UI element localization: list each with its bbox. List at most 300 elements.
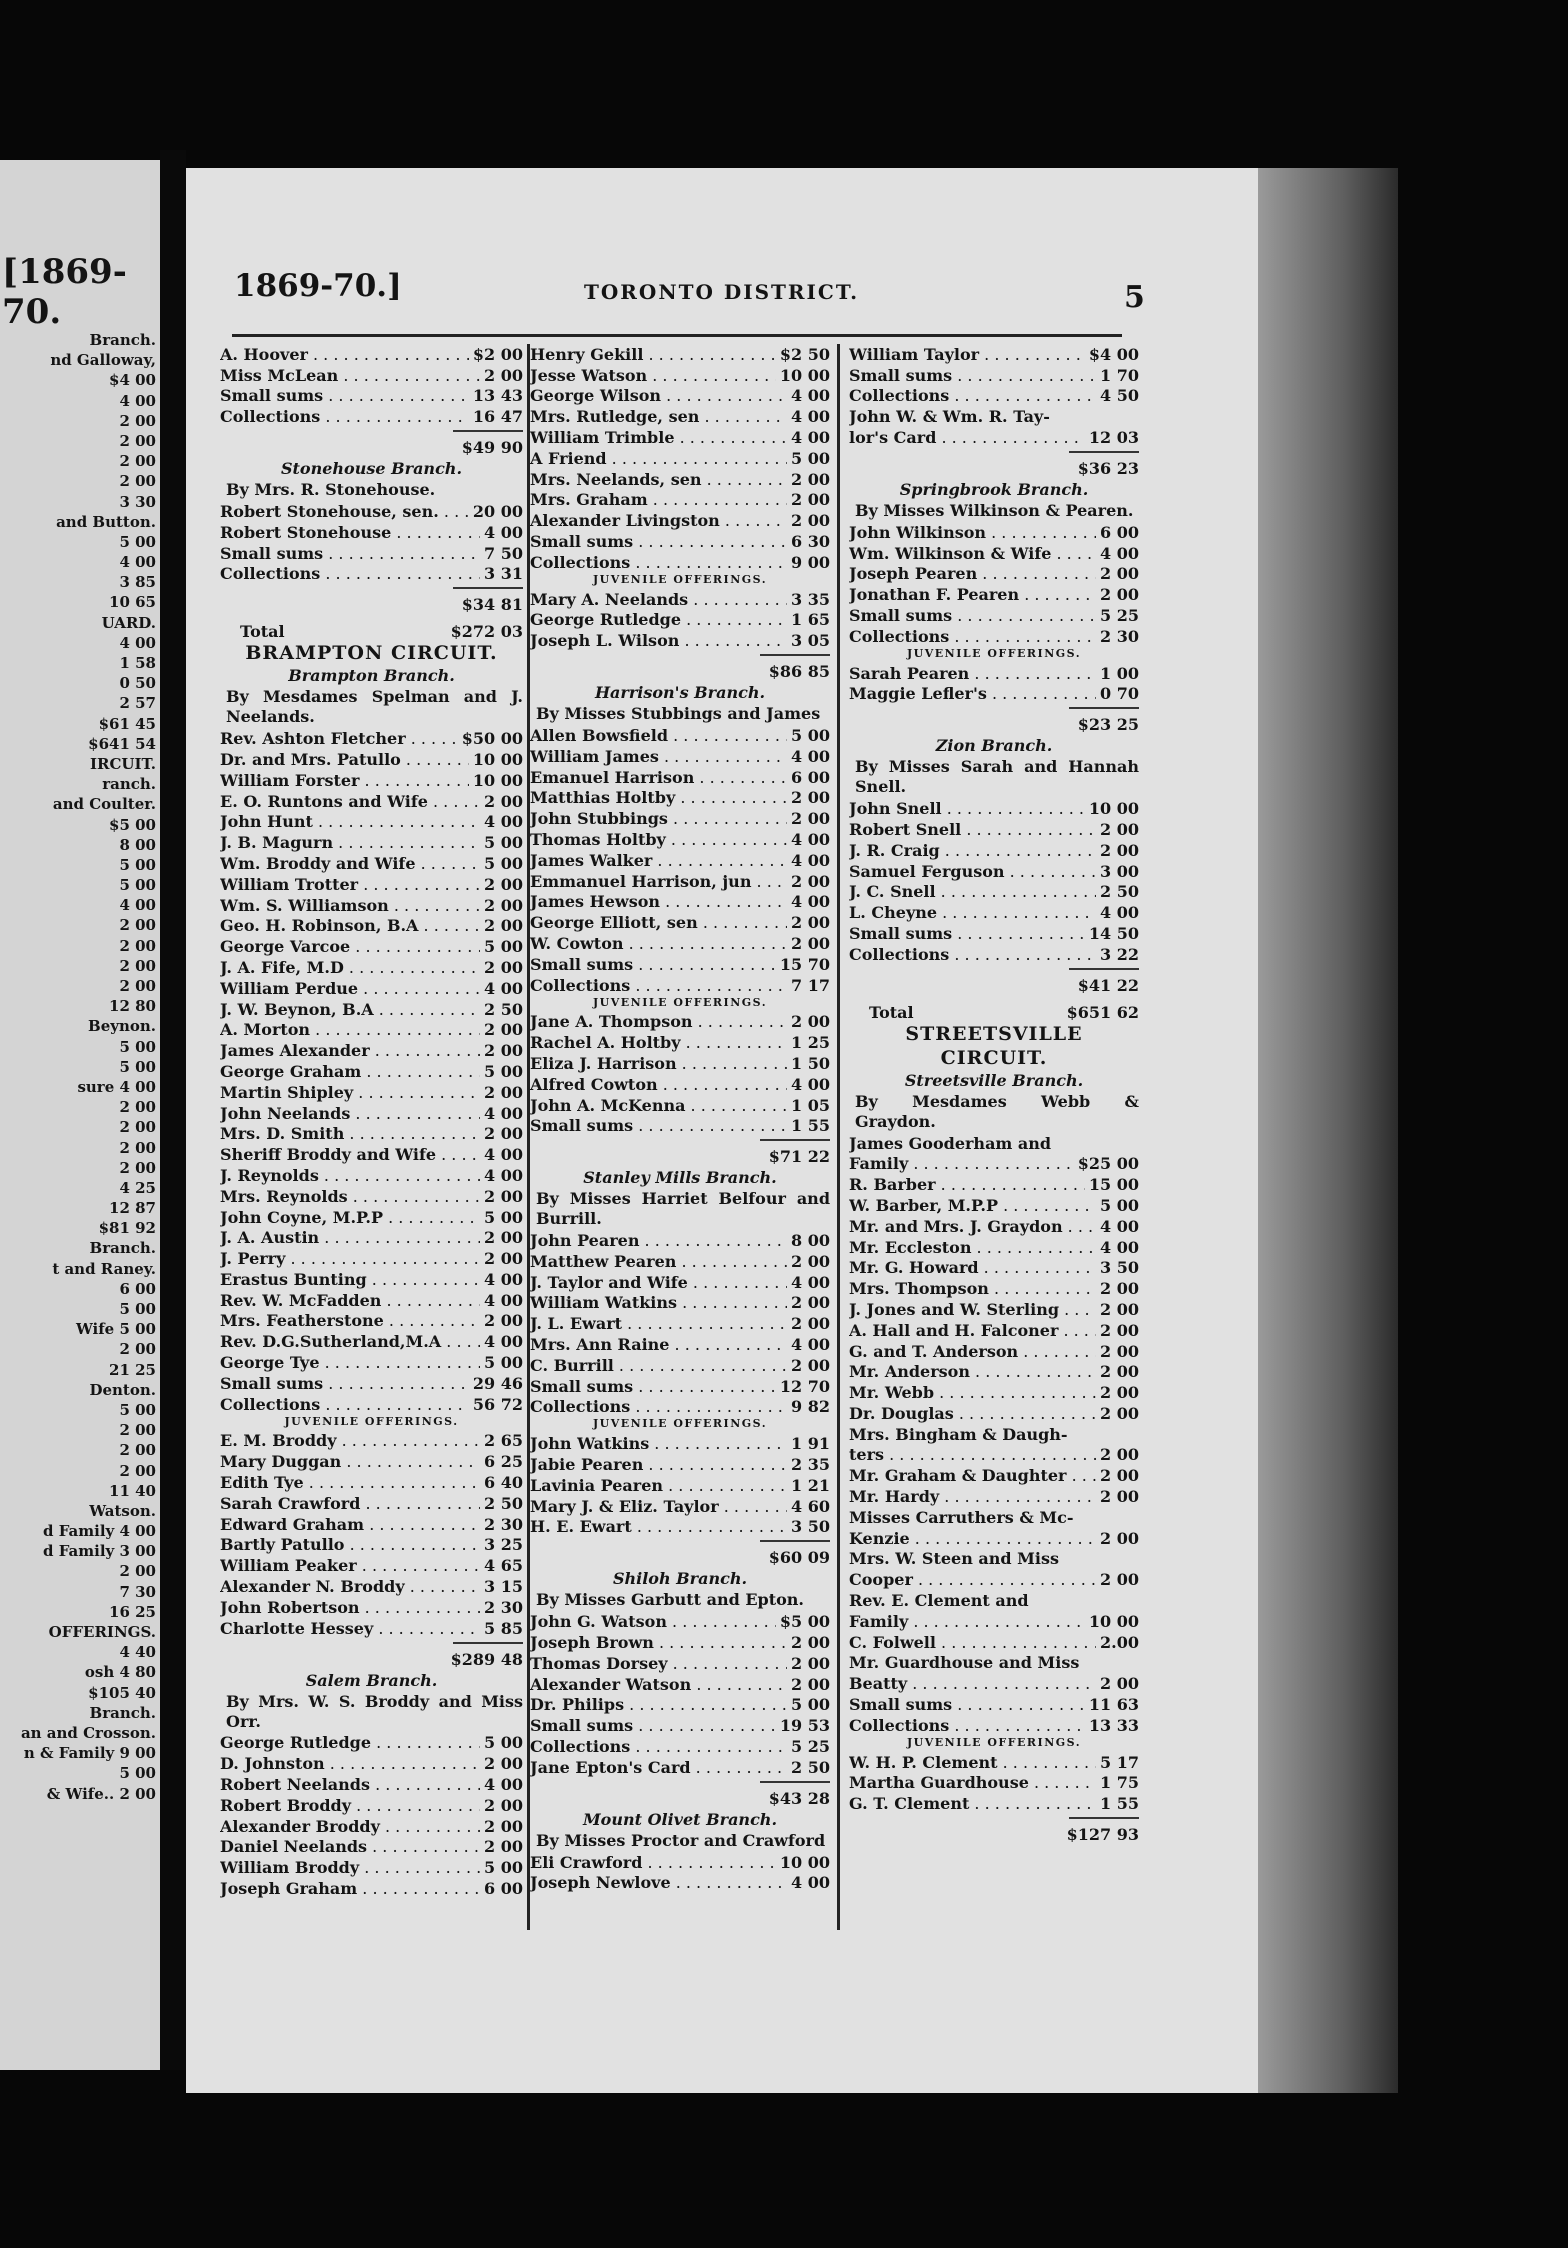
amount: 5 00 <box>791 1695 830 1715</box>
left-page-fragment-line: 5 00 <box>119 1300 156 1318</box>
amount: 4 00 <box>1100 1216 1139 1236</box>
donor-name: J. L. Ewart . . . <box>530 1314 787 1333</box>
amount: 15 70 <box>779 954 830 974</box>
amount: 56 72 <box>472 1394 523 1414</box>
donor-name: Small sums . . . <box>849 924 1085 943</box>
donor-name: Matthias Holtby . . . <box>530 788 787 807</box>
subtotal-rule <box>849 964 1139 972</box>
donor-name: Mrs. Featherstone . . . <box>220 1311 480 1330</box>
donor-name: Sarah Pearen . . . <box>849 664 1096 683</box>
entry-row <box>530 1673 830 1694</box>
amount: 7 50 <box>484 543 523 563</box>
subtotal-rule <box>530 650 830 658</box>
branch-title: Springbrook Branch. <box>899 479 1089 499</box>
amount: 9 00 <box>791 552 830 572</box>
donor-name: John Neelands . . . <box>220 1104 480 1123</box>
amount: 3 31 <box>484 564 523 584</box>
amount: 10 00 <box>472 749 523 769</box>
amount: 2 00 <box>1100 1466 1139 1486</box>
left-page-fragment-line: OFFERINGS. <box>48 1623 156 1641</box>
donor-name: William Trotter . . . <box>220 875 480 894</box>
juvenile-offerings-label: JUVENILE OFFERINGS. <box>592 572 768 586</box>
entry-row <box>220 1372 523 1393</box>
donor-name: Beatty . . . <box>849 1674 1096 1693</box>
donor-name: D. Johnston . . . <box>220 1754 480 1773</box>
entry-row <box>530 1694 830 1715</box>
donor-name: Dr. Philips . . . <box>530 1695 787 1714</box>
donor-name: Martin Shipley . . . <box>220 1083 480 1102</box>
amount: $50 00 <box>461 729 523 749</box>
entry-row <box>220 1471 523 1492</box>
amount: 4 00 <box>1100 1237 1139 1257</box>
entry-row <box>220 364 523 385</box>
branch-title: Harrison's Branch. <box>594 683 766 703</box>
amount: 2 00 <box>791 809 830 829</box>
donor-name: Mrs. Neelands, sen . . . <box>530 470 787 489</box>
donor-name: J. C. Snell . . . <box>849 882 1096 901</box>
donor-name: Mr. Anderson . . . <box>849 1362 1096 1381</box>
donor-name: Rev. W. McFadden . . . <box>220 1291 480 1310</box>
left-page-fragment-line: $61 45 <box>98 714 156 733</box>
donor-name: Geo. H. Robinson, B.A . . . <box>220 916 480 935</box>
entry-row <box>849 364 1139 385</box>
entry-row <box>220 977 523 998</box>
branch-title: Salem Branch. <box>305 1670 438 1690</box>
amount: 4 00 <box>791 892 830 912</box>
branch-title: Streetsville Branch. <box>904 1070 1084 1090</box>
entry-row <box>849 1610 1139 1631</box>
entry-row <box>530 724 830 745</box>
left-page-fragment-line: 12 87 <box>109 1199 156 1218</box>
left-page-fragment-line: 2 00 <box>119 1421 156 1440</box>
donor-name: Small sums . . . <box>220 386 469 405</box>
subtotal-rule <box>530 1135 830 1143</box>
juvenile-offerings-label: JUVENILE OFFERINGS. <box>592 995 768 1009</box>
entry-row <box>849 1672 1139 1693</box>
entry-row <box>220 1185 523 1206</box>
branch-title: Mount Olivet Branch. <box>582 1809 778 1829</box>
branch-title: Brampton Branch. <box>288 666 455 686</box>
donor-name: J. B. Magurn . . . <box>220 833 480 852</box>
amount: 5 00 <box>1100 1195 1139 1215</box>
amount: 10 00 <box>779 365 830 385</box>
donor-name: Alexander N. Broddy . . . <box>220 1577 480 1596</box>
left-page-fragment-line: 5 00 <box>119 876 156 895</box>
entry-row <box>530 1610 830 1631</box>
subtotal-row <box>220 591 523 615</box>
entry-row <box>530 1011 830 1032</box>
entry-row <box>530 787 830 808</box>
left-page-fragment-line: 4 40 <box>119 1643 156 1662</box>
entry-row <box>530 1229 830 1250</box>
entry-row <box>530 828 830 849</box>
entry-row <box>220 1247 523 1268</box>
total-label: Total <box>869 1002 914 1022</box>
donor-name: Kenzie . . . <box>849 1529 1096 1548</box>
entry-row <box>530 609 830 630</box>
amount: 4 00 <box>791 850 830 870</box>
book-gutter <box>160 150 186 2070</box>
total-row <box>220 615 523 641</box>
branch-collectors: By Misses Sarah and Hannah Snell. <box>855 757 1139 797</box>
left-page-fragment-line: 5 00 <box>119 855 156 874</box>
entry-row <box>220 1430 523 1451</box>
entry-row <box>220 1164 523 1185</box>
entry-row <box>530 911 830 932</box>
donor-name: William Perdue . . . <box>220 979 480 998</box>
donor-name: Sheriff Broddy and Wife . . . <box>220 1145 480 1164</box>
donor-name: Jane Epton's Card . . . <box>530 1758 787 1777</box>
amount: 4 65 <box>484 1556 523 1576</box>
amount: 6 00 <box>484 1879 523 1899</box>
donor-name: Mr. G. Howard . . . <box>849 1258 1096 1277</box>
donor-name: Jesse Watson . . . <box>530 366 776 385</box>
branch-collectors: By Misses Stubbings and James <box>536 704 821 724</box>
donor-name: E. O. Runtons and Wife . . . <box>220 792 480 811</box>
amount: 5 00 <box>484 1061 523 1081</box>
amount: 1 21 <box>791 1475 830 1495</box>
donor-name: John Stubbings . . . <box>530 809 787 828</box>
donor-name: Mr. Graham & Daughter . . . <box>849 1466 1096 1485</box>
entry-row <box>849 1236 1139 1257</box>
donor-name: Collections . . . <box>220 564 480 583</box>
circuit-heading: CIRCUIT. <box>940 1046 1048 1069</box>
donor-name: Robert Stonehouse . . . <box>220 523 480 542</box>
amount: 2 00 <box>484 1249 523 1269</box>
donor-name: Lavinia Pearen . . . <box>530 1476 787 1495</box>
donor-name: Rev. E. Clement and <box>849 1591 1029 1611</box>
donor-name: Samuel Ferguson . . . <box>849 862 1096 881</box>
amount: $2 50 <box>779 344 830 364</box>
entry-row <box>220 1268 523 1289</box>
amount: 5 25 <box>791 1737 830 1757</box>
entry-row <box>849 797 1139 818</box>
entry-row <box>220 769 523 790</box>
entry-row <box>220 1752 523 1773</box>
donor-name: Small sums . . . <box>530 1377 776 1396</box>
donor-name: Rev. Ashton Fletcher . . . <box>220 729 458 748</box>
left-page-fragment-line: 7 30 <box>119 1582 156 1601</box>
entry-row <box>530 1354 830 1375</box>
amount: 2 00 <box>484 791 523 811</box>
donor-name: Robert Stonehouse, sen. . . . <box>220 502 469 521</box>
amount: 20 00 <box>472 501 523 521</box>
amount: $2 00 <box>472 344 523 364</box>
donor-name: Jonathan F. Pearen . . . <box>849 585 1096 604</box>
donor-name: Small sums . . . <box>530 532 787 551</box>
column-divider <box>837 344 840 1930</box>
left-page-fragment-line: nd Galloway, <box>50 351 156 370</box>
donor-name: George Graham . . . <box>220 1062 480 1081</box>
entry-row <box>220 894 523 915</box>
amount: 4 00 <box>484 1145 523 1165</box>
entry-row <box>849 1194 1139 1215</box>
entry-row <box>530 1271 830 1292</box>
amount: 14 50 <box>1088 923 1139 943</box>
entry-row <box>530 1115 830 1136</box>
amount: 2 00 <box>484 874 523 894</box>
amount: 2 00 <box>484 916 523 936</box>
left-page-fragment-line: $5 00 <box>109 815 156 834</box>
entry-row <box>220 563 523 584</box>
left-page-fragment-line: 4 00 <box>119 896 156 915</box>
left-page-fragment-line: and Coulter. <box>52 795 156 814</box>
subtotal-row <box>530 658 830 682</box>
entry-row <box>530 447 830 468</box>
page-edge <box>1258 168 1398 2093</box>
donor-name: James Alexander . . . <box>220 1041 480 1060</box>
left-page-fragment-line: 2 00 <box>119 1562 156 1581</box>
amount: 5 00 <box>484 1858 523 1878</box>
donor-name: G. T. Clement . . . <box>849 1794 1096 1813</box>
amount: 2 00 <box>791 511 830 531</box>
entry-row <box>220 1513 523 1534</box>
entry-row <box>849 343 1139 364</box>
donor-name: Family . . . <box>849 1612 1085 1631</box>
entry-row <box>849 1277 1139 1298</box>
amount: 5 85 <box>484 1618 523 1638</box>
entry-row <box>530 530 830 551</box>
donor-name: A Friend . . . <box>530 449 787 468</box>
left-page-fragment-line: 0 50 <box>119 674 156 693</box>
amount: 2 00 <box>1100 1279 1139 1299</box>
amount: 1 75 <box>1100 1773 1139 1793</box>
donor-name: Charlotte Hessey . . . <box>220 1619 480 1638</box>
entry-row <box>849 583 1139 604</box>
subtotal-rule <box>530 1777 830 1785</box>
amount: 2 00 <box>1100 1487 1139 1507</box>
amount: 2 50 <box>1100 882 1139 902</box>
total-amount: $651 62 <box>1066 1002 1139 1022</box>
amount: 6 40 <box>484 1473 523 1493</box>
amount: 10 00 <box>1088 1611 1139 1631</box>
amount: 1 55 <box>791 1116 830 1136</box>
amount: 3 15 <box>484 1577 523 1597</box>
left-page-fragment-line: 3 85 <box>119 573 156 592</box>
amount: 2 00 <box>1100 1674 1139 1694</box>
left-page-fragment-line: 5 00 <box>119 532 156 551</box>
entry-row <box>220 1732 523 1753</box>
donor-name: A. Hoover . . . <box>220 345 469 364</box>
amount: 2 30 <box>1100 626 1139 646</box>
donor-name: J. Jones and W. Sterling . . . <box>849 1300 1096 1319</box>
entry-row <box>530 509 830 530</box>
amount: 0 70 <box>1100 684 1139 704</box>
donor-name: W. H. P. Clement . . . <box>849 1753 1096 1772</box>
amount: 2 00 <box>1100 1341 1139 1361</box>
amount: 2 00 <box>484 895 523 915</box>
left-page-fragment-line: 2 00 <box>119 431 156 450</box>
entry-row <box>220 1617 523 1638</box>
entry-row <box>849 385 1139 406</box>
amount: $25 00 <box>1077 1154 1139 1174</box>
entry-row <box>849 901 1139 922</box>
entry-row <box>849 1132 1139 1153</box>
column-1 <box>220 343 523 1898</box>
left-page-fragment-line: 2 00 <box>119 1098 156 1117</box>
total-label: Total <box>240 622 285 642</box>
amount: 6 00 <box>791 767 830 787</box>
entry-row <box>220 1393 523 1414</box>
amount: 3 00 <box>1100 861 1139 881</box>
donor-name: Mrs. D. Smith . . . <box>220 1124 480 1143</box>
amount: 4 00 <box>484 1269 523 1289</box>
entry-row <box>530 807 830 828</box>
entry-row <box>849 1444 1139 1465</box>
entry-row <box>849 1153 1139 1174</box>
entry-row <box>220 811 523 832</box>
donor-name: Erastus Bunting . . . <box>220 1270 480 1289</box>
donor-name: Mrs. Graham . . . <box>530 490 787 509</box>
amount: 2 00 <box>484 1020 523 1040</box>
left-page-fragment-line: Wife 5 00 <box>75 1320 156 1339</box>
left-page-fragment-line: Denton. <box>89 1380 156 1399</box>
entry-row <box>530 405 830 426</box>
entry-row <box>220 1596 523 1617</box>
subtotal-amount: $127 93 <box>1066 1825 1139 1845</box>
donor-name: Eliza J. Harrison . . . <box>530 1054 787 1073</box>
amount: 11 63 <box>1088 1695 1139 1715</box>
left-page-header: [1869-70. <box>2 252 127 332</box>
amount: 29 46 <box>472 1373 523 1393</box>
left-page-fragment-line: 1 58 <box>119 654 156 672</box>
circuit-heading: STREETSVILLE <box>905 1022 1083 1045</box>
amount: 4 00 <box>791 407 830 427</box>
donor-name: W. Barber, M.P.P . . . <box>849 1196 1096 1215</box>
entry-row <box>530 766 830 787</box>
donor-name: H. E. Ewart . . . <box>530 1517 787 1536</box>
entry-row <box>530 1094 830 1115</box>
amount: 5 00 <box>484 1733 523 1753</box>
donor-name: L. Cheyne . . . <box>849 903 1096 922</box>
donor-name: Mr. Guardhouse and Miss <box>849 1653 1080 1673</box>
entry-row <box>530 364 830 385</box>
entry-row <box>530 343 830 364</box>
entry-row <box>530 1031 830 1052</box>
entry-row <box>530 932 830 953</box>
left-page-fragment-line: $105 40 <box>88 1683 156 1702</box>
amount: 2 00 <box>1100 1362 1139 1382</box>
entry-row <box>530 1851 830 1872</box>
left-page-fragment-line: IRCUIT. <box>90 754 156 773</box>
entry-row <box>849 662 1139 683</box>
donor-name: John G. Watson . . . <box>530 1612 776 1631</box>
left-page-fragment-line: $81 92 <box>98 1219 156 1238</box>
entry-row <box>849 839 1139 860</box>
donor-name: Maggie Lefler's . . . <box>849 684 1096 703</box>
amount: 4 50 <box>1100 386 1139 406</box>
donor-name: Misses Carruthers & Mc- <box>849 1507 1074 1527</box>
amount: 4 00 <box>484 978 523 998</box>
header-rule <box>232 334 1122 337</box>
amount: 2 00 <box>484 1082 523 1102</box>
amount: 2 00 <box>484 1228 523 1248</box>
entry-row <box>530 870 830 891</box>
entry-row <box>220 1351 523 1372</box>
donor-name: James Walker . . . <box>530 851 787 870</box>
amount: 2 00 <box>484 1186 523 1206</box>
left-page-fragment-line: 21 25 <box>109 1360 156 1379</box>
entry-row <box>530 745 830 766</box>
entry-row <box>849 1173 1139 1194</box>
entry-row <box>530 385 830 406</box>
donor-name: Mrs. Ann Raine . . . <box>530 1335 787 1354</box>
amount: 2 00 <box>791 913 830 933</box>
entry-row <box>530 1250 830 1271</box>
entry-row <box>849 405 1139 426</box>
donor-name: Cooper . . . <box>849 1570 1096 1589</box>
donor-name: J. Reynolds . . . <box>220 1166 480 1185</box>
entry-row <box>849 563 1139 584</box>
subtotal-row <box>849 711 1139 735</box>
amount: 4 00 <box>791 427 830 447</box>
donor-name: Small sums . . . <box>849 606 1096 625</box>
amount: 2 00 <box>484 1311 523 1331</box>
amount: 2 00 <box>791 1314 830 1334</box>
amount: 3 25 <box>484 1535 523 1555</box>
entry-row <box>530 1432 830 1453</box>
entry-row <box>849 521 1139 542</box>
entry-row <box>849 818 1139 839</box>
donor-name: George Elliott, sen . . . <box>530 913 787 932</box>
amount: 2 00 <box>1100 840 1139 860</box>
amount: 2 00 <box>1100 1299 1139 1319</box>
amount: 2 00 <box>484 1816 523 1836</box>
entry-row <box>849 943 1139 964</box>
entry-row <box>530 1516 830 1537</box>
left-page-fragment-line: sure 4 00 <box>77 1077 156 1096</box>
donor-name: John Coyne, M.P.P . . . <box>220 1208 480 1227</box>
amount: 2 00 <box>1100 1528 1139 1548</box>
donor-name: Edith Tye . . . <box>220 1473 480 1492</box>
entry-row <box>220 521 523 542</box>
donor-name: John Snell . . . <box>849 799 1085 818</box>
donor-name: Collections . . . <box>530 553 787 572</box>
amount: 4 00 <box>791 1272 830 1292</box>
entry-row <box>849 426 1139 447</box>
amount: 5 00 <box>484 937 523 957</box>
donor-name: Collections . . . <box>849 945 1096 964</box>
amount: 1 65 <box>791 610 830 630</box>
subtotal-rule <box>849 1813 1139 1821</box>
donor-name: Dr. and Mrs. Patullo . . . <box>220 750 469 769</box>
amount: 2 00 <box>1100 1570 1139 1590</box>
amount: 2 00 <box>484 1041 523 1061</box>
entry-row <box>220 500 523 521</box>
donor-name: William Taylor . . . <box>849 345 1085 364</box>
amount: 2 50 <box>791 1757 830 1777</box>
amount: 1 05 <box>791 1095 830 1115</box>
entry-row <box>530 489 830 510</box>
entry-row <box>849 1381 1139 1402</box>
branch-collectors: By Misses Harriet Belfour and Burrill. <box>536 1189 830 1229</box>
left-page-fragment-line: 2 00 <box>119 1340 156 1359</box>
left-page-fragment-line: & Wife.. 2 00 <box>46 1784 156 1803</box>
entry-row <box>849 1772 1139 1793</box>
donor-name: Collections . . . <box>849 1716 1085 1735</box>
amount: 2 00 <box>791 490 830 510</box>
entry-row <box>530 849 830 870</box>
left-page-fragment-line: n & Family 9 00 <box>23 1744 156 1763</box>
total-amount: $272 03 <box>450 622 523 642</box>
entry-row <box>220 1330 523 1351</box>
column-3 <box>849 343 1139 1845</box>
donor-name: Alexander Watson . . . <box>530 1675 787 1694</box>
donor-name: lor's Card . . . <box>849 428 1085 447</box>
amount: 2 00 <box>791 871 830 891</box>
subtotal-amount: $36 23 <box>1077 458 1139 478</box>
entry-row <box>220 1310 523 1331</box>
